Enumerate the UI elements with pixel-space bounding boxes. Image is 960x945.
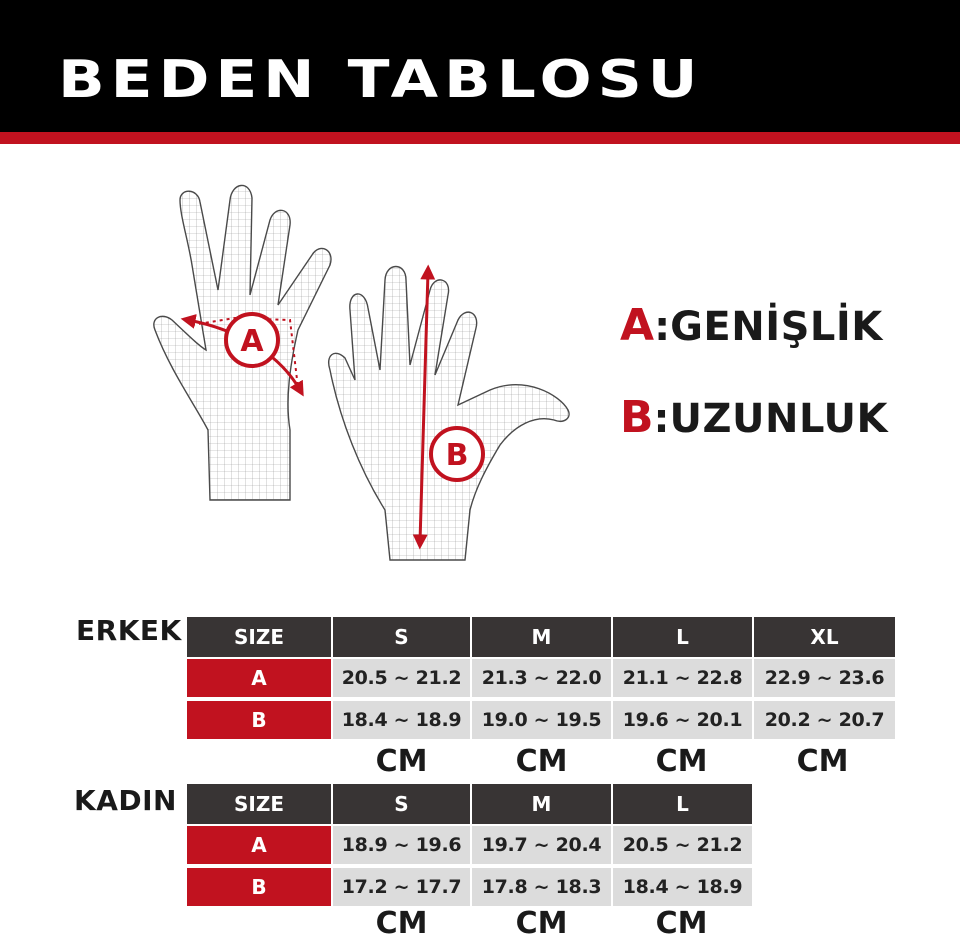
legend-letter-b: B [620, 392, 654, 443]
size-header-cell: SIZE [187, 784, 331, 824]
unit-label: CM [375, 906, 428, 941]
marker-a: A [240, 324, 264, 359]
page-title: BEDEN TABLOSU [58, 50, 704, 110]
table-cell: 19.0 ~ 19.5 [472, 701, 611, 739]
size-header-cell: SIZE [187, 617, 331, 657]
unit-label: CM [375, 744, 428, 779]
size-column-m: M [472, 617, 611, 657]
table-cell: 17.2 ~ 17.7 [333, 868, 470, 906]
table-cell: 18.4 ~ 18.9 [333, 701, 470, 739]
table-cell: 22.9 ~ 23.6 [754, 659, 895, 697]
table-label-women: KADIN [74, 784, 177, 817]
size-column-m: M [472, 784, 611, 824]
table-cell: 21.1 ~ 22.8 [613, 659, 752, 697]
legend-separator: : [653, 396, 670, 442]
table-cell: 20.2 ~ 20.7 [754, 701, 895, 739]
legend-separator: : [654, 304, 671, 350]
unit-label: CM [796, 744, 849, 779]
row-label-b: B [187, 868, 331, 906]
unit-label: CM [515, 744, 568, 779]
legend-letter-a: A [620, 300, 655, 351]
unit-label: CM [655, 906, 708, 941]
row-label-a: A [187, 659, 331, 697]
table-cell: 20.5 ~ 21.2 [333, 659, 470, 697]
legend-item-length [620, 392, 888, 443]
size-column-s: S [333, 784, 470, 824]
size-column-l: L [613, 617, 752, 657]
table-label-men: ERKEK [76, 614, 182, 647]
hand-measurement-illustration [140, 170, 600, 570]
row-label-b: B [187, 701, 331, 739]
legend-label-width: GENİŞLİK [670, 304, 883, 350]
right-hand-drawing [329, 267, 569, 561]
table-cell: 21.3 ~ 22.0 [472, 659, 611, 697]
header-accent-stripe [0, 132, 960, 144]
size-column-s: S [333, 617, 470, 657]
size-column-xl: XL [754, 617, 895, 657]
table-cell: 18.4 ~ 18.9 [613, 868, 752, 906]
table-cell: 17.8 ~ 18.3 [472, 868, 611, 906]
table-cell: 19.6 ~ 20.1 [613, 701, 752, 739]
table-cell: 20.5 ~ 21.2 [613, 826, 752, 864]
table-cell: 18.9 ~ 19.6 [333, 826, 470, 864]
table-cell: 19.7 ~ 20.4 [472, 826, 611, 864]
unit-label: CM [515, 906, 568, 941]
size-column-l: L [613, 784, 752, 824]
row-label-a: A [187, 826, 331, 864]
legend-label-length: UZUNLUK [669, 396, 889, 442]
unit-label: CM [655, 744, 708, 779]
marker-b: B [445, 438, 469, 473]
legend-item-width [620, 300, 883, 351]
